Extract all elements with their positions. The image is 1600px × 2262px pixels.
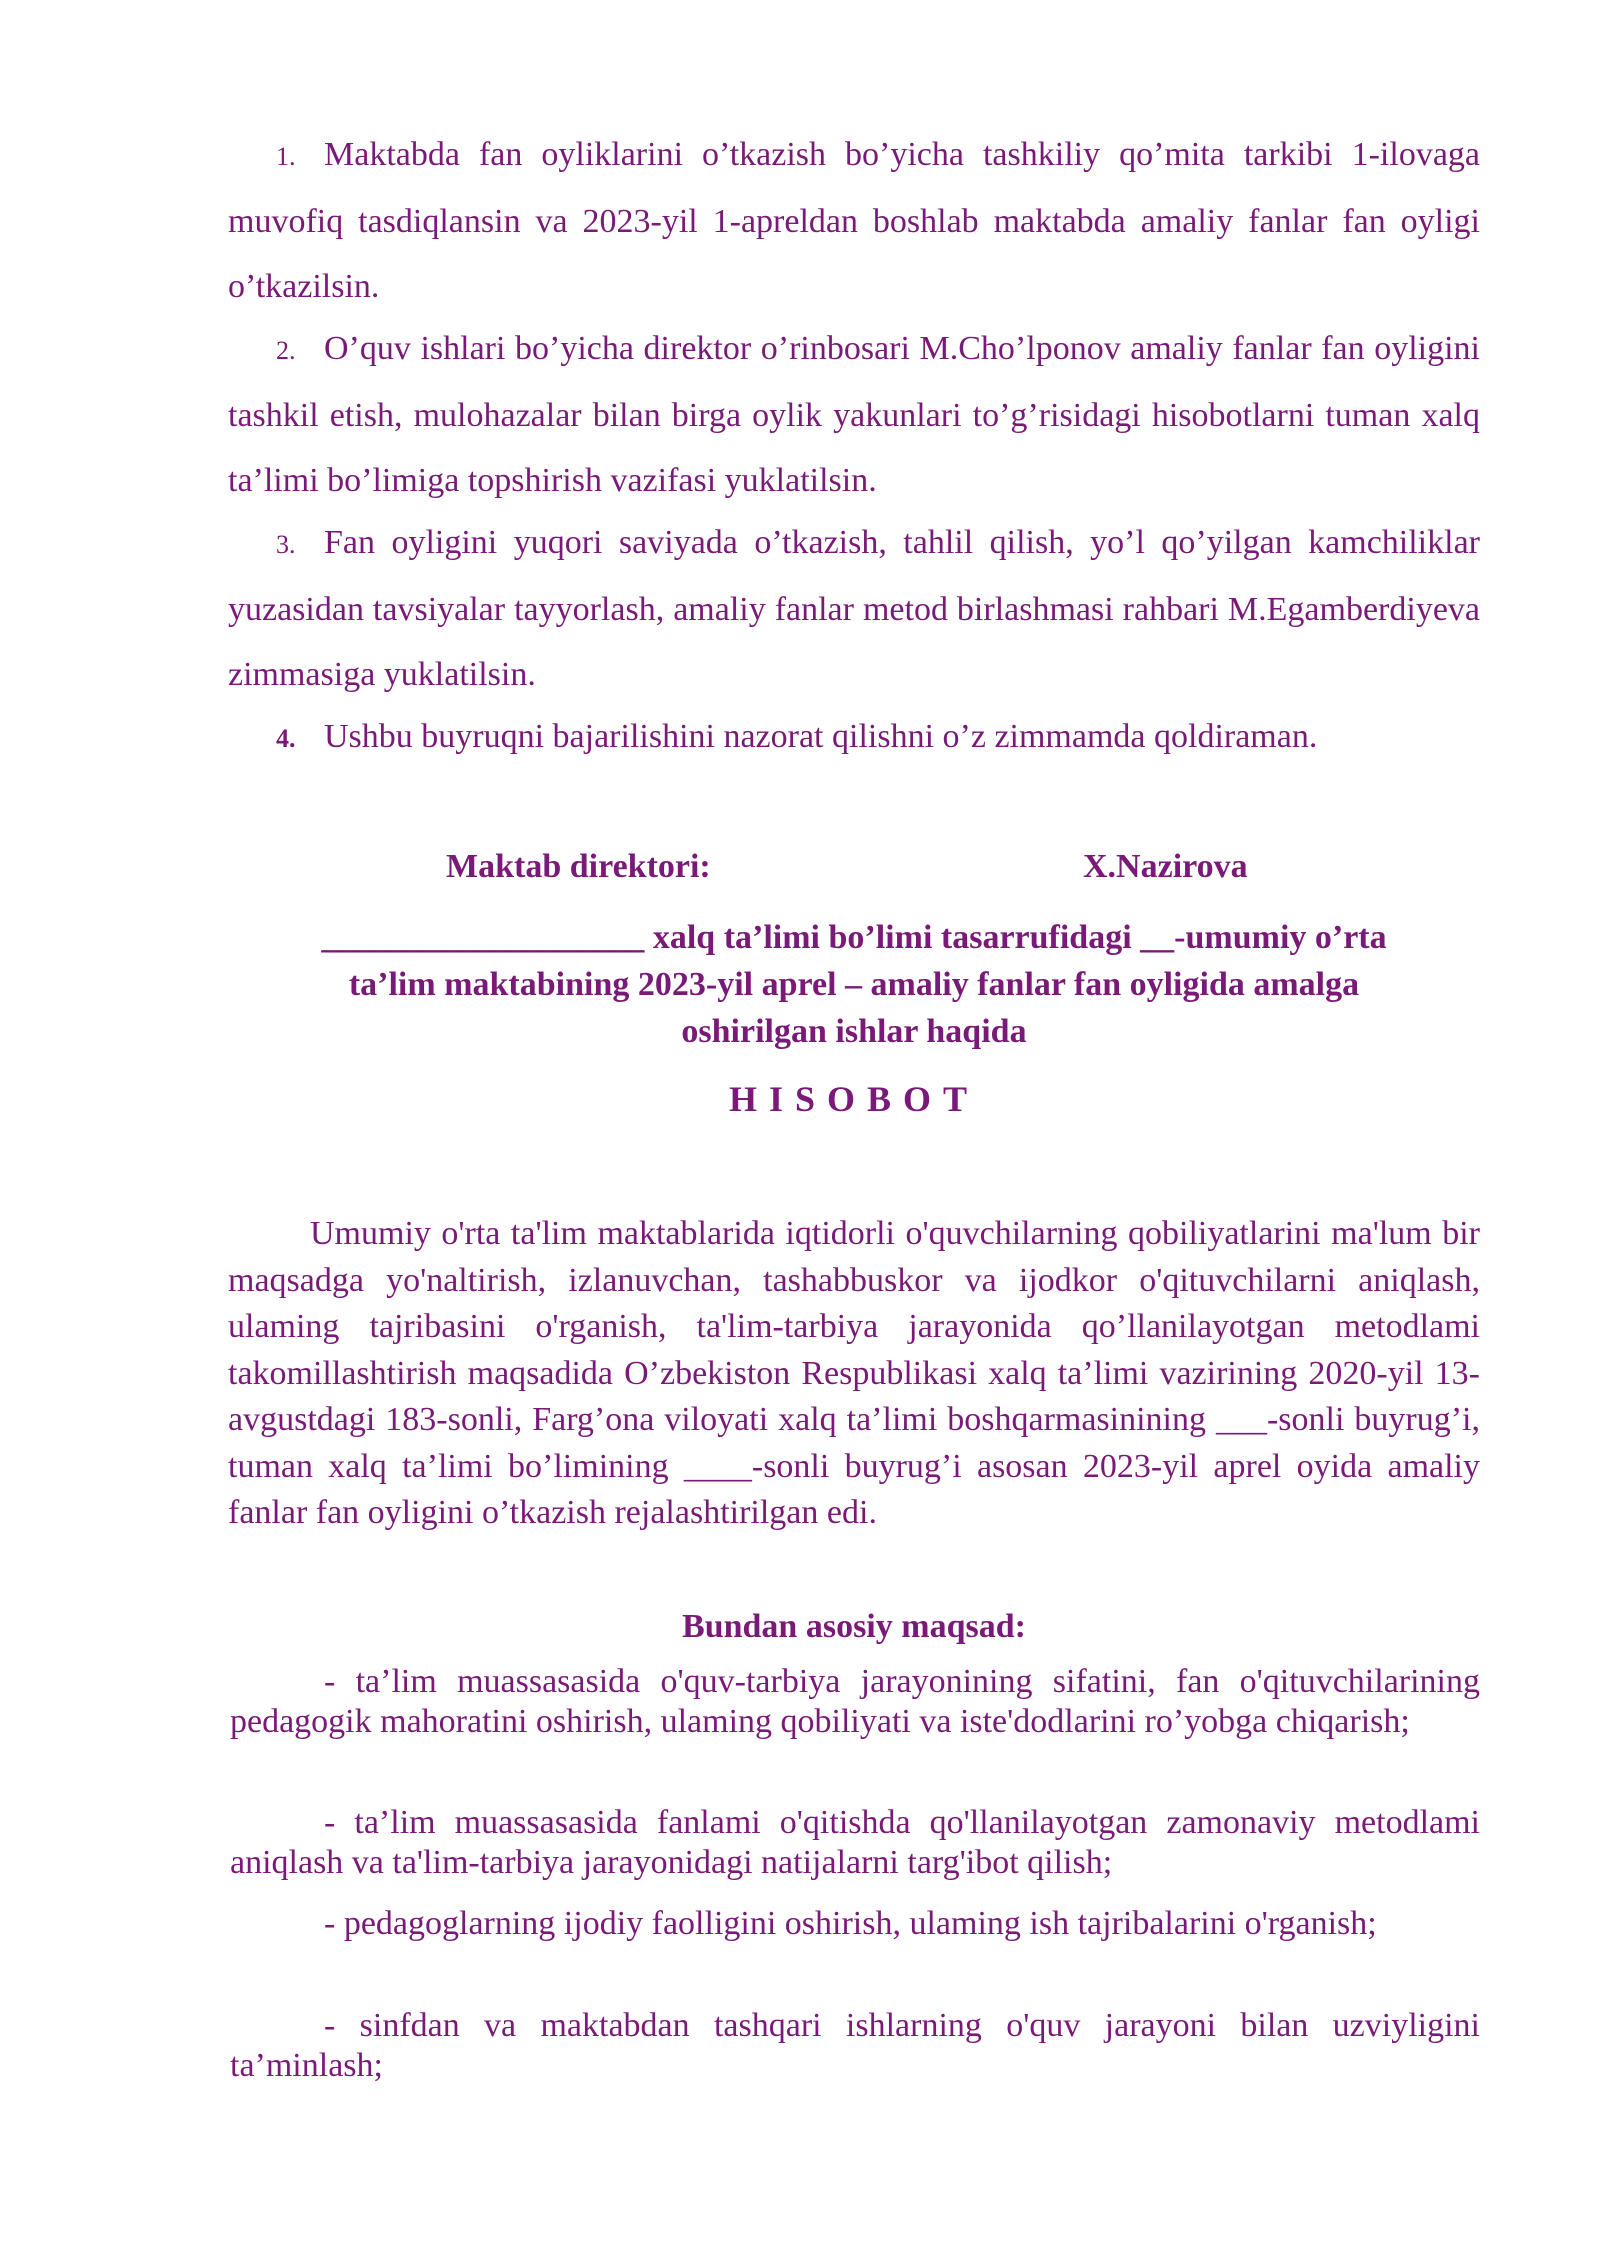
report-title-line-2: ta’lim maktabining 2023-yil aprel – amaliy fanlar fan oyligida amalga [348,966,1360,1003]
goal-item-3: - pedagoglarning ijodiy faolligini oshirish, ulaming ish tajribalarini o'rganish; [324,1905,1377,1942]
order-item-text: Fan oyligini yuqori saviyada o’tkazish, tahlil qilish, yo’l qo’yilgan kamchiliklar yuzasidan tavsiyalar tayyorlash, amaliy fanlar metod birlashmasi rahbari M.Egamberdiyeva zimmasiga yuklatilsin. [228,524,1480,693]
order-item-text: O’quv ishlari bo’yicha direktor o’rinbosari M.Cho’lponov amaliy fanlar fan oyligini tashkil etish, mulohazalar bilan birga oylik yakunlari to’g’risidagi hisobotlarni tuman xalq ta’limi bo’limiga topshirish vazifasi yuklatilsin. [228,330,1480,499]
goals-heading: Bundan asosiy maqsad: [682,1608,1026,1645]
order-item-2 [228,316,1480,513]
report-title [228,914,1480,1055]
order-item-number: 2. [276,336,296,365]
order-item-text: Ushbu buyruqni bajarilishini nazorat qilishni o’z zimmamda qoldiraman. [324,718,1318,755]
goal-item-2: - ta’lim muassasasida fanlami o'qitishda qo'llanilayotgan zamonaviy metodlami aniqlash va ta'lim-tarbiya jarayonidagi natijalarni targ'ibot qilish; [230,1804,1480,1881]
order-item-number: 4. [276,724,296,753]
signature-row [228,848,1480,898]
order-item-number: 3. [276,530,296,559]
intro-paragraph: Umumiy o'rta ta'lim maktablarida iqtidorli o'quvchilarning qobiliyatlarini ma'lum bir maqsadga yo'naltirish, izlanuvchan, tashabbuskor va ijodkor o'qituvchilarni aniqlash, ulaming tajribasini o'rganish, ta'lim-tarbiya jarayonida qo’llanilayotgan metodlami takomillashtirish maqsadida O’zbekiston Respublikasi xalq ta’limi vazirining 2020-yil 13-avgustdagi 183-sonli, Farg’ona viloyati xalq ta’limi boshqarmasinining ___-sonli buyrug’i, tuman xalq ta’limi bo’limining ____-sonli buyrug’i asosan 2023-yil aprel oyida amaliy fanlar fan oyligini o’tkazish rejalashtirilgan edi. [228,1215,1480,1531]
report-title-line-3: oshirilgan ishlar haqida [681,1013,1027,1050]
order-item-3 [228,510,1480,707]
signature-role: Maktab direktori: [446,848,711,885]
report-heading: HISOBOT [728,1079,980,1119]
report-title-line-1: ___________________ xalq ta’limi bo’limi tasarrufidagi __-umumiy o’rta [321,919,1387,956]
signature-name: X.Nazirova [1083,848,1248,885]
order-item-text: Maktabda fan oyliklarini o’tkazish bo’yicha tashkiliy qo’mita tarkibi 1-ilovaga muvofiq tasdiqlansin va 2023-yil 1-apreldan boshlab maktabda amaliy fanlar fan oyligi o’tkazilsin. [228,136,1480,305]
order-item-number: 1. [276,142,296,171]
goal-item-4: - sinfdan va maktabdan tashqari ishlarning o'quv jarayoni bilan uzviyligini ta’minlash; [230,2007,1480,2084]
goal-item-1: - ta’lim muassasasida o'quv-tarbiya jarayonining sifatini, fan o'qituvchilarining pedagogik mahoratini oshirish, ulaming qobiliyati va iste'dodlarini ro’yobga chiqarish; [230,1663,1480,1740]
order-item-4 [228,704,1480,771]
document-page [228,0,1480,2262]
order-item-1 [228,122,1480,319]
